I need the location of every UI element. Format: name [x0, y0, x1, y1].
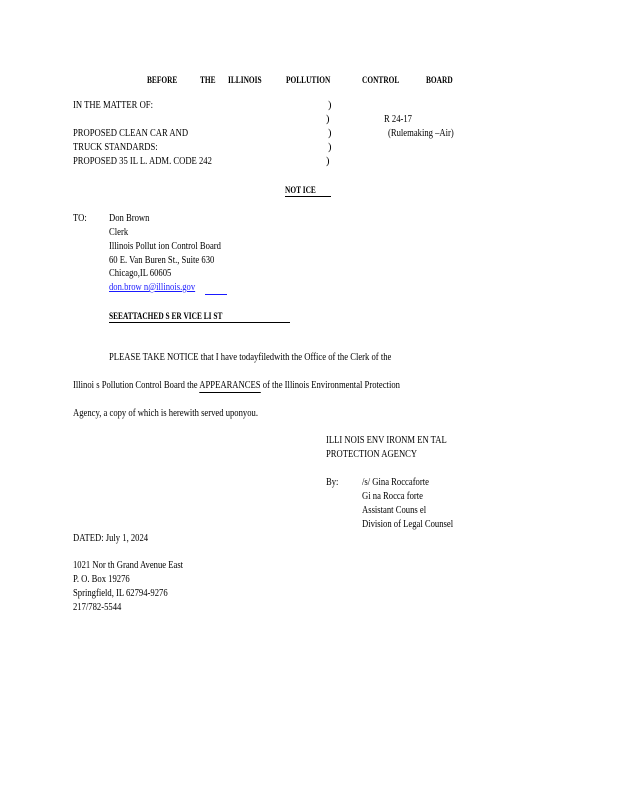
- signature: /s/ Gina Roccaforte: [362, 477, 429, 488]
- header-before: BEFORE: [147, 75, 178, 85]
- caption-in-the-matter: IN THE MATTER OF:: [73, 100, 153, 111]
- agency-name-line-2: PROTECTION AGENCY: [326, 449, 418, 460]
- caption-paren: ): [326, 114, 330, 125]
- agency-name-line-1: ILLI NOIS ENV IRONM EN TAL: [326, 435, 447, 446]
- by-label: By:: [326, 477, 339, 488]
- address-city: Springfield, IL 62794-9276: [73, 588, 168, 599]
- header-illinois: ILLINOIS: [228, 75, 262, 85]
- header-control: CONTROL: [362, 75, 400, 85]
- caption-paren: ): [326, 156, 330, 167]
- address-pobox: P. O. Box 19276: [73, 574, 130, 585]
- service-list-heading: SEEATTACHED S ER VICE LI ST: [109, 311, 223, 321]
- to-org: Illinois Pollut ion Control Board: [109, 241, 221, 252]
- to-name: Don Brown: [109, 213, 150, 224]
- notice-title: NOT ICE: [285, 186, 331, 197]
- caption-truck: TRUCK STANDARDS:: [73, 142, 158, 153]
- to-email-link[interactable]: don.brow n@illinois.gov: [109, 282, 196, 293]
- header-board: BOARD: [426, 75, 453, 85]
- rulemaking-type: (Rulemaking –Air): [388, 128, 454, 139]
- body-line-1: PLEASE TAKE NOTICE that I have todayfiledwith the Office of the Clerk of the: [109, 352, 392, 363]
- dated-line: DATED: July 1, 2024: [73, 533, 149, 544]
- caption-proposed-clean: PROPOSED CLEAN CAR AND: [73, 128, 189, 139]
- appearances-link: APPEARANCES: [199, 380, 261, 391]
- header-pollution: POLLUTION: [286, 75, 331, 85]
- to-city: Chicago,IL 60605: [109, 268, 172, 279]
- docket-number: R 24-17: [384, 114, 412, 125]
- body-line-2-post: of the Illinois Environmental Protection: [260, 380, 400, 391]
- address-phone: 217/782-5544: [73, 602, 122, 613]
- signer-division: Division of Legal Counsel: [362, 519, 454, 530]
- signer-name: Gi na Rocca forte: [362, 491, 423, 502]
- service-list-underline: [109, 322, 290, 323]
- signer-title: Assistant Couns el: [362, 505, 427, 516]
- header-the: THE: [200, 75, 216, 85]
- to-title: Clerk: [109, 227, 129, 238]
- caption-proposed-code: PROPOSED 35 IL L. ADM. CODE 242: [73, 156, 212, 167]
- body-line-2: [73, 381, 472, 392]
- body-line-3: Agency, a copy of which is herewith served uponyou.: [73, 408, 258, 419]
- body-line-2-pre: Illinoi s Pollution Control Board the: [73, 380, 200, 391]
- caption-paren: ): [328, 142, 332, 153]
- address-street: 1021 Nor th Grand Avenue East: [73, 560, 184, 571]
- to-label: TO:: [73, 213, 87, 224]
- caption-paren: ): [328, 128, 332, 139]
- caption-paren: ): [328, 100, 332, 111]
- email-underline-extension: [205, 294, 227, 295]
- to-street: 60 E. Van Buren St., Suite 630: [109, 255, 215, 266]
